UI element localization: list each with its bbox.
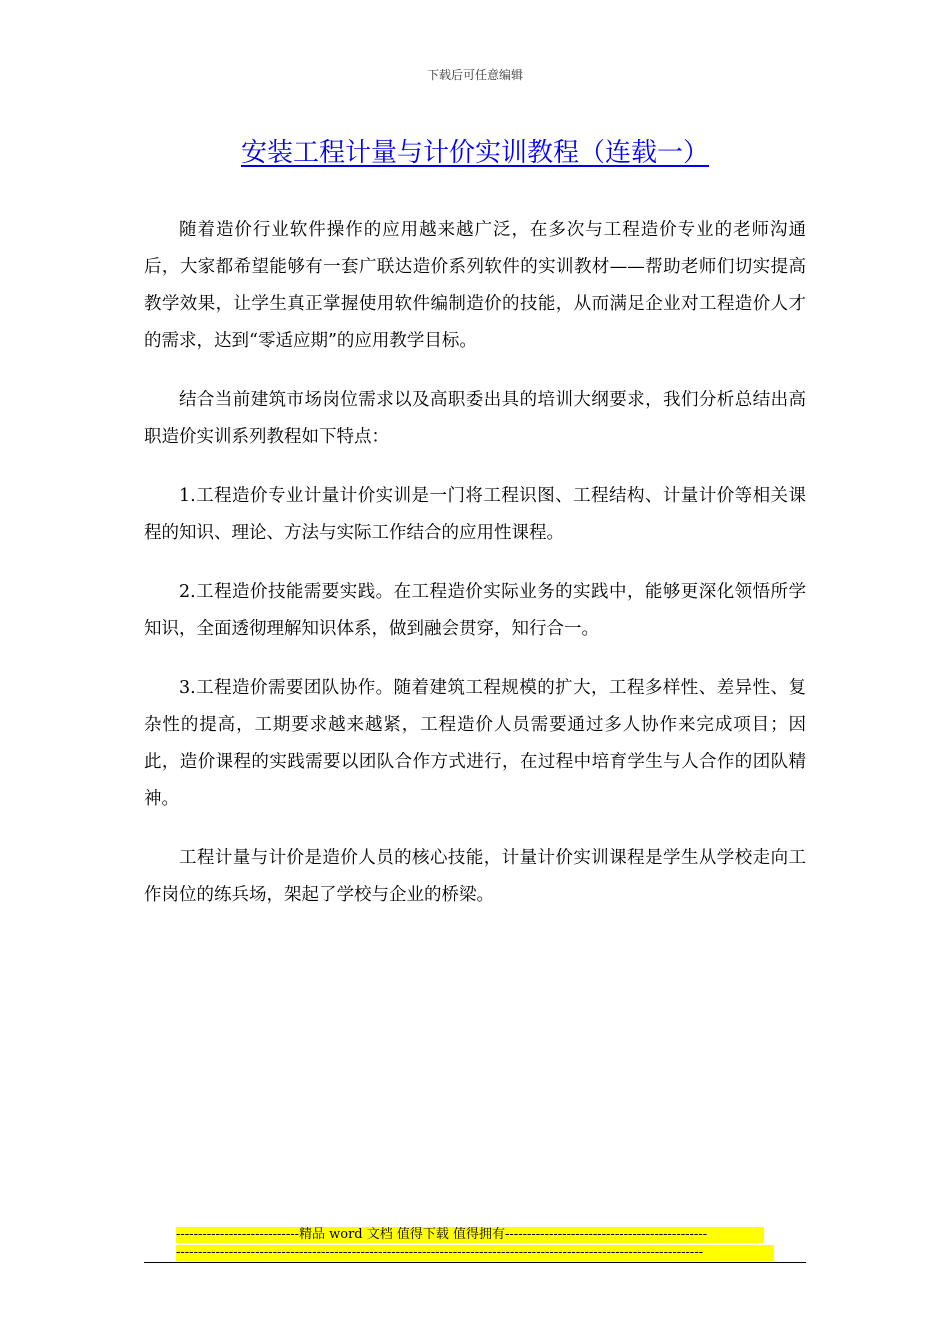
- paragraph-intro: 随着造价行业软件操作的应用越来越广泛，在多次与工程造价专业的老师沟通后，大家都希望能够有一套广联达造价系列软件的实训教材——帮助老师们切实提高教学效果，让学生真正掌握使用软件编制造价的技能，从而满足企业对工程造价人才的需求，达到“零适应期”的应用教学目标。: [144, 220, 806, 351]
- footer-banner-line-2: ------------------------------------------------------------------------------------------------------------------------: [176, 1245, 774, 1261]
- page-title-link[interactable]: 安装工程计量与计价实训教程（连载一）: [240, 138, 709, 168]
- footer-banner-line-1: ----------------------------精品 word 文档 值得下载 值得拥有----------------------------------------------: [176, 1227, 764, 1243]
- footer-divider: [144, 1262, 806, 1263]
- paragraph-feature-2: 2.工程造价技能需要实践。在工程造价实际业务的实践中，能够更深化领悟所学知识，全面透彻理解知识体系，做到融会贯穿，知行合一。: [144, 582, 806, 639]
- paragraph-feature-3: 3.工程造价需要团队协作。随着建筑工程规模的扩大，工程多样性、差异性、复杂性的提高，工期要求越来越紧，工程造价人员需要通过多人协作来完成项目；因此，造价课程的实践需要以团队合作方式进行，在过程中培育学生与人合作的团队精神。: [144, 678, 806, 809]
- header-note: 下载后可任意编辑: [426, 68, 523, 82]
- paragraph-feature-1: 1.工程造价专业计量计价实训是一门将工程识图、工程结构、计量计价等相关课程的知识、理论、方法与实际工作结合的应用性课程。: [144, 486, 806, 543]
- document-body: [144, 212, 806, 936]
- title-container: [0, 132, 950, 169]
- paragraph-conclusion: 工程计量与计价是造价人员的核心技能，计量计价实训课程是学生从学校走向工作岗位的练兵场，架起了学校与企业的桥梁。: [144, 848, 806, 905]
- paragraph-features-lead: 结合当前建筑市场岗位需求以及高职委出具的培训大纲要求，我们分析总结出高职造价实训系列教程如下特点：: [144, 390, 806, 447]
